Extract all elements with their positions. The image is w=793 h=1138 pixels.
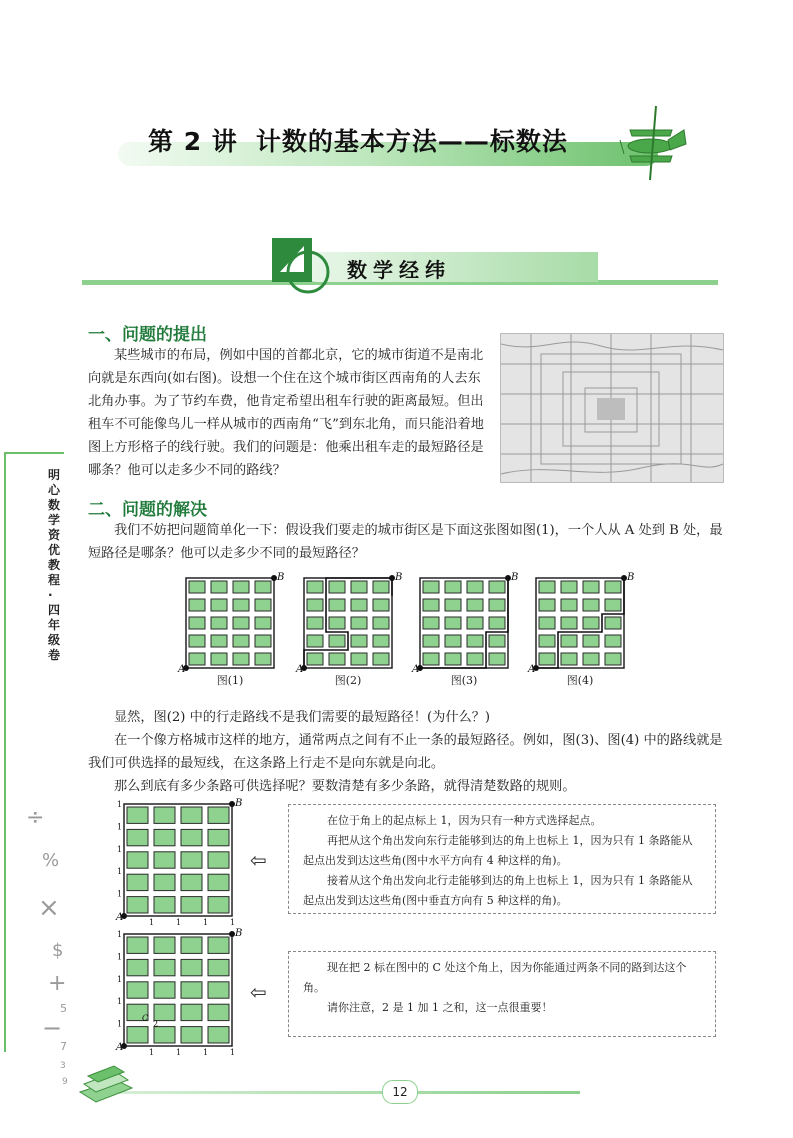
city-block bbox=[189, 653, 205, 665]
city-block bbox=[154, 852, 175, 868]
figure-caption: 图(2) bbox=[334, 674, 362, 687]
city-block bbox=[539, 635, 555, 647]
point-b-label: B bbox=[395, 572, 403, 583]
city-block bbox=[208, 1004, 229, 1020]
city-block bbox=[127, 959, 148, 975]
grid-svg bbox=[178, 570, 285, 688]
city-block bbox=[181, 959, 202, 975]
pointer-left-icon: ⇦ bbox=[250, 980, 267, 1004]
explanation-box-2 bbox=[288, 951, 716, 1037]
city-block bbox=[208, 959, 229, 975]
count-label: 1 bbox=[176, 1048, 182, 1057]
city-block bbox=[561, 581, 577, 593]
count-label: 1 bbox=[230, 1048, 236, 1057]
city-block bbox=[233, 653, 249, 665]
ruler-triangle-icon bbox=[268, 232, 338, 290]
point-a-label: A bbox=[296, 664, 304, 675]
count-label: 1 bbox=[117, 930, 123, 939]
city-block bbox=[127, 829, 148, 845]
city-block bbox=[208, 982, 229, 998]
city-block bbox=[445, 653, 461, 665]
city-block bbox=[307, 599, 323, 611]
city-block bbox=[127, 874, 148, 890]
city-block bbox=[373, 581, 389, 593]
grid-svg bbox=[116, 926, 243, 1057]
city-map-image bbox=[500, 333, 724, 483]
paragraph-problem: 某些城市的布局，例如中国的首都北京，它的城市街道不是南北向就是东西向(如右图)。设想一个住在这个城市街区西南角的人去东北角办事。为了节约车费，他肯定希望出租车行驶的距离最短。但出租车不可能像鸟儿一样从城市的西南角“飞”到东北角，而只能沿着地图上方形格子的线行驶。我们的问题是：他乘出租车走的最短路径是哪条？他可以走多少不同的路线？ bbox=[88, 348, 484, 478]
city-block bbox=[208, 807, 229, 823]
city-block bbox=[467, 635, 483, 647]
grid-figure-1 bbox=[178, 570, 285, 688]
city-block bbox=[154, 982, 175, 998]
city-block bbox=[181, 897, 202, 913]
city-block bbox=[181, 982, 202, 998]
city-block bbox=[605, 581, 621, 593]
city-block bbox=[255, 617, 271, 629]
city-block bbox=[489, 599, 505, 611]
svg-text:7: 7 bbox=[60, 1040, 67, 1053]
airplane-icon bbox=[610, 100, 694, 186]
city-block bbox=[255, 599, 271, 611]
city-block bbox=[211, 581, 227, 593]
count-label: 2 bbox=[153, 1019, 159, 1029]
city-block bbox=[208, 874, 229, 890]
count-label: 1 bbox=[117, 889, 123, 899]
note-line: 在位于角上的起点标上 1，因为只有一种方式选择起点。 bbox=[327, 814, 602, 827]
figure-caption: 图(3) bbox=[450, 674, 478, 687]
svg-text:+: + bbox=[48, 971, 67, 996]
grid-svg bbox=[116, 796, 243, 927]
count-label: 1 bbox=[117, 844, 123, 854]
city-block bbox=[373, 653, 389, 665]
city-block bbox=[154, 807, 175, 823]
count-label: 1 bbox=[117, 1019, 123, 1029]
point-b-label: B bbox=[277, 572, 285, 583]
svg-text:5: 5 bbox=[60, 1002, 67, 1015]
city-block bbox=[154, 1027, 175, 1043]
city-block bbox=[539, 653, 555, 665]
city-block bbox=[211, 617, 227, 629]
city-block bbox=[329, 599, 345, 611]
point-a-label: A bbox=[412, 664, 420, 675]
svg-text:$: $ bbox=[52, 940, 64, 961]
city-block bbox=[189, 617, 205, 629]
grid-svg bbox=[412, 570, 519, 688]
city-block bbox=[154, 1004, 175, 1020]
city-block bbox=[423, 581, 439, 593]
count-label: 1 bbox=[117, 997, 123, 1007]
city-block bbox=[233, 635, 249, 647]
city-block bbox=[539, 617, 555, 629]
point-c-label: C bbox=[142, 1013, 149, 1023]
city-block bbox=[127, 937, 148, 953]
count-label: 1 bbox=[203, 918, 209, 927]
section-title: 数学经纬 bbox=[347, 258, 451, 282]
city-block bbox=[583, 599, 599, 611]
count-label: 1 bbox=[117, 952, 123, 962]
city-block bbox=[307, 653, 323, 665]
city-block bbox=[373, 635, 389, 647]
count-label: 1 bbox=[203, 1048, 209, 1057]
city-block bbox=[255, 653, 271, 665]
city-block bbox=[329, 653, 345, 665]
city-block bbox=[233, 617, 249, 629]
footer-rule bbox=[110, 1091, 580, 1094]
city-block bbox=[373, 617, 389, 629]
city-block bbox=[583, 653, 599, 665]
point-a-label: A bbox=[116, 1042, 124, 1053]
city-block bbox=[539, 581, 555, 593]
grid-figure-3 bbox=[412, 570, 519, 688]
grid-figure-4 bbox=[528, 570, 635, 688]
note-line: 接着从这个角出发向北行走能够到达的角上也标上 1，因为只有 1 条路能从起点出发到达这些角(图中垂直方向有 5 种这样的角)。 bbox=[303, 874, 693, 907]
paragraph-line: 那么到底有多少条路可供选择呢？要数清楚有多少条路，就得清楚数路的规则。 bbox=[114, 779, 576, 794]
page-number: 12 bbox=[382, 1080, 418, 1104]
side-rule bbox=[4, 452, 6, 1052]
city-block bbox=[211, 599, 227, 611]
city-block bbox=[255, 581, 271, 593]
city-block bbox=[605, 599, 621, 611]
grid-figure-2 bbox=[296, 570, 403, 688]
city-block bbox=[329, 635, 345, 647]
city-block bbox=[211, 635, 227, 647]
page-title bbox=[148, 122, 586, 158]
city-block bbox=[423, 599, 439, 611]
svg-text:3: 3 bbox=[60, 1061, 66, 1071]
city-block bbox=[423, 653, 439, 665]
city-block bbox=[445, 599, 461, 611]
city-block bbox=[181, 852, 202, 868]
paragraph-solution-intro: 我们不妨把问题简单化一下：假设我们要走的城市街区是下面这张图如图(1)，一个人从 A 处到 B 处，最短路径是哪条？他可以走多少不同的最短路径？ bbox=[88, 523, 723, 561]
grid-svg bbox=[296, 570, 403, 688]
point-b-label: B bbox=[627, 572, 635, 583]
city-block bbox=[605, 653, 621, 665]
svg-text:9: 9 bbox=[62, 1077, 68, 1087]
explanation-box-1 bbox=[288, 804, 716, 914]
city-block bbox=[181, 937, 202, 953]
city-block bbox=[233, 581, 249, 593]
side-rule-top bbox=[4, 452, 64, 454]
city-block bbox=[489, 581, 505, 593]
figure-caption: 图(4) bbox=[566, 674, 594, 687]
city-block bbox=[154, 937, 175, 953]
city-block bbox=[489, 635, 505, 647]
city-block bbox=[561, 635, 577, 647]
city-block bbox=[211, 653, 227, 665]
city-block bbox=[351, 653, 367, 665]
lecture-title: 计数的基本方法——标数法 bbox=[255, 127, 568, 156]
title-banner bbox=[118, 120, 678, 174]
city-block bbox=[181, 829, 202, 845]
labeled-grid-1 bbox=[116, 796, 243, 927]
count-label: 1 bbox=[149, 918, 155, 927]
city-block bbox=[351, 581, 367, 593]
city-block bbox=[583, 581, 599, 593]
heading-solution: 二、问题的解决 bbox=[88, 500, 207, 520]
city-block bbox=[467, 653, 483, 665]
city-block bbox=[189, 599, 205, 611]
svg-text:−: − bbox=[42, 1014, 63, 1042]
city-block bbox=[307, 635, 323, 647]
city-block bbox=[423, 617, 439, 629]
city-block bbox=[154, 829, 175, 845]
city-block bbox=[445, 581, 461, 593]
city-block bbox=[189, 635, 205, 647]
city-block bbox=[423, 635, 439, 647]
paragraph-line: 在一个像方格城市这样的地方，通常两点之间有不止一条的最短路径。例如，图(3)、图(4) 中的路线就是我们可供选择的最短线，在这条路上行走不是向东就是向北。 bbox=[88, 733, 723, 771]
count-label: 1 bbox=[176, 918, 182, 927]
paragraph-explanation bbox=[88, 706, 728, 798]
city-block bbox=[539, 599, 555, 611]
labeled-grid-2 bbox=[116, 926, 243, 1057]
pointer-left-icon: ⇦ bbox=[250, 848, 267, 872]
city-block bbox=[373, 599, 389, 611]
city-block bbox=[208, 829, 229, 845]
city-block bbox=[561, 653, 577, 665]
city-block bbox=[127, 982, 148, 998]
count-label: 1 bbox=[149, 1048, 155, 1057]
svg-text:÷: ÷ bbox=[26, 805, 45, 830]
note-line: 再把从这个角出发向东行走能够到达的角上也标上 1，因为只有 1 条路能从起点出发到达这些角(图中水平方向有 4 种这样的角)。 bbox=[303, 834, 693, 867]
point-a-label: A bbox=[178, 664, 186, 675]
city-block bbox=[208, 852, 229, 868]
city-block bbox=[154, 959, 175, 975]
city-block bbox=[605, 617, 621, 629]
city-block bbox=[445, 617, 461, 629]
count-label: 1 bbox=[117, 867, 123, 877]
city-block bbox=[489, 617, 505, 629]
city-block bbox=[583, 635, 599, 647]
grid-svg bbox=[528, 570, 635, 688]
city-block bbox=[351, 635, 367, 647]
figure-caption: 图(1) bbox=[216, 674, 244, 687]
city-block bbox=[208, 897, 229, 913]
math-symbols-decoration bbox=[22, 800, 82, 1090]
city-block bbox=[329, 581, 345, 593]
city-block bbox=[255, 635, 271, 647]
city-block bbox=[561, 617, 577, 629]
city-block bbox=[127, 1027, 148, 1043]
section-banner bbox=[82, 232, 722, 294]
point-b-label: B bbox=[235, 798, 243, 809]
city-block bbox=[181, 874, 202, 890]
city-block bbox=[208, 937, 229, 953]
book-title-vertical: 明心数学资优教程·四年级卷 bbox=[48, 468, 61, 662]
city-block bbox=[208, 1027, 229, 1043]
count-label: 1 bbox=[117, 974, 123, 984]
count-label: 1 bbox=[117, 800, 123, 809]
city-block bbox=[127, 897, 148, 913]
city-block bbox=[583, 617, 599, 629]
city-block bbox=[181, 1027, 202, 1043]
lecture-number: 第 2 讲 bbox=[148, 127, 238, 156]
point-b-label: B bbox=[235, 928, 243, 939]
city-block bbox=[467, 581, 483, 593]
city-block bbox=[127, 807, 148, 823]
city-block bbox=[351, 617, 367, 629]
city-block bbox=[307, 617, 323, 629]
heading-problem: 一、问题的提出 bbox=[88, 325, 207, 345]
svg-text:%: % bbox=[42, 850, 60, 871]
city-block bbox=[181, 1004, 202, 1020]
svg-text:×: × bbox=[38, 893, 60, 923]
books-icon bbox=[76, 1062, 136, 1106]
point-a-label: A bbox=[116, 912, 124, 923]
city-block bbox=[189, 581, 205, 593]
note-line: 请你注意，2 是 1 加 1 之和，这一点很重要！ bbox=[327, 1001, 553, 1014]
city-block bbox=[605, 635, 621, 647]
city-block bbox=[154, 897, 175, 913]
city-block bbox=[467, 599, 483, 611]
count-label: 1 bbox=[230, 918, 236, 927]
city-block bbox=[329, 617, 345, 629]
city-block bbox=[127, 852, 148, 868]
point-b-label: B bbox=[511, 572, 519, 583]
city-block bbox=[561, 599, 577, 611]
note-line: 现在把 2 标在图中的 C 处这个角上，因为你能通过两条不同的路到达这个角。 bbox=[303, 961, 687, 994]
city-block bbox=[445, 635, 461, 647]
city-block bbox=[181, 807, 202, 823]
city-block bbox=[233, 599, 249, 611]
paragraph-line: 显然，图(2) 中的行走路线不是我们需要的最短路径！(为什么？) bbox=[114, 710, 491, 725]
count-label: 1 bbox=[117, 822, 123, 832]
city-block bbox=[351, 599, 367, 611]
city-block bbox=[154, 874, 175, 890]
city-block bbox=[467, 617, 483, 629]
city-block bbox=[489, 653, 505, 665]
point-a-label: A bbox=[528, 664, 536, 675]
city-block bbox=[307, 581, 323, 593]
